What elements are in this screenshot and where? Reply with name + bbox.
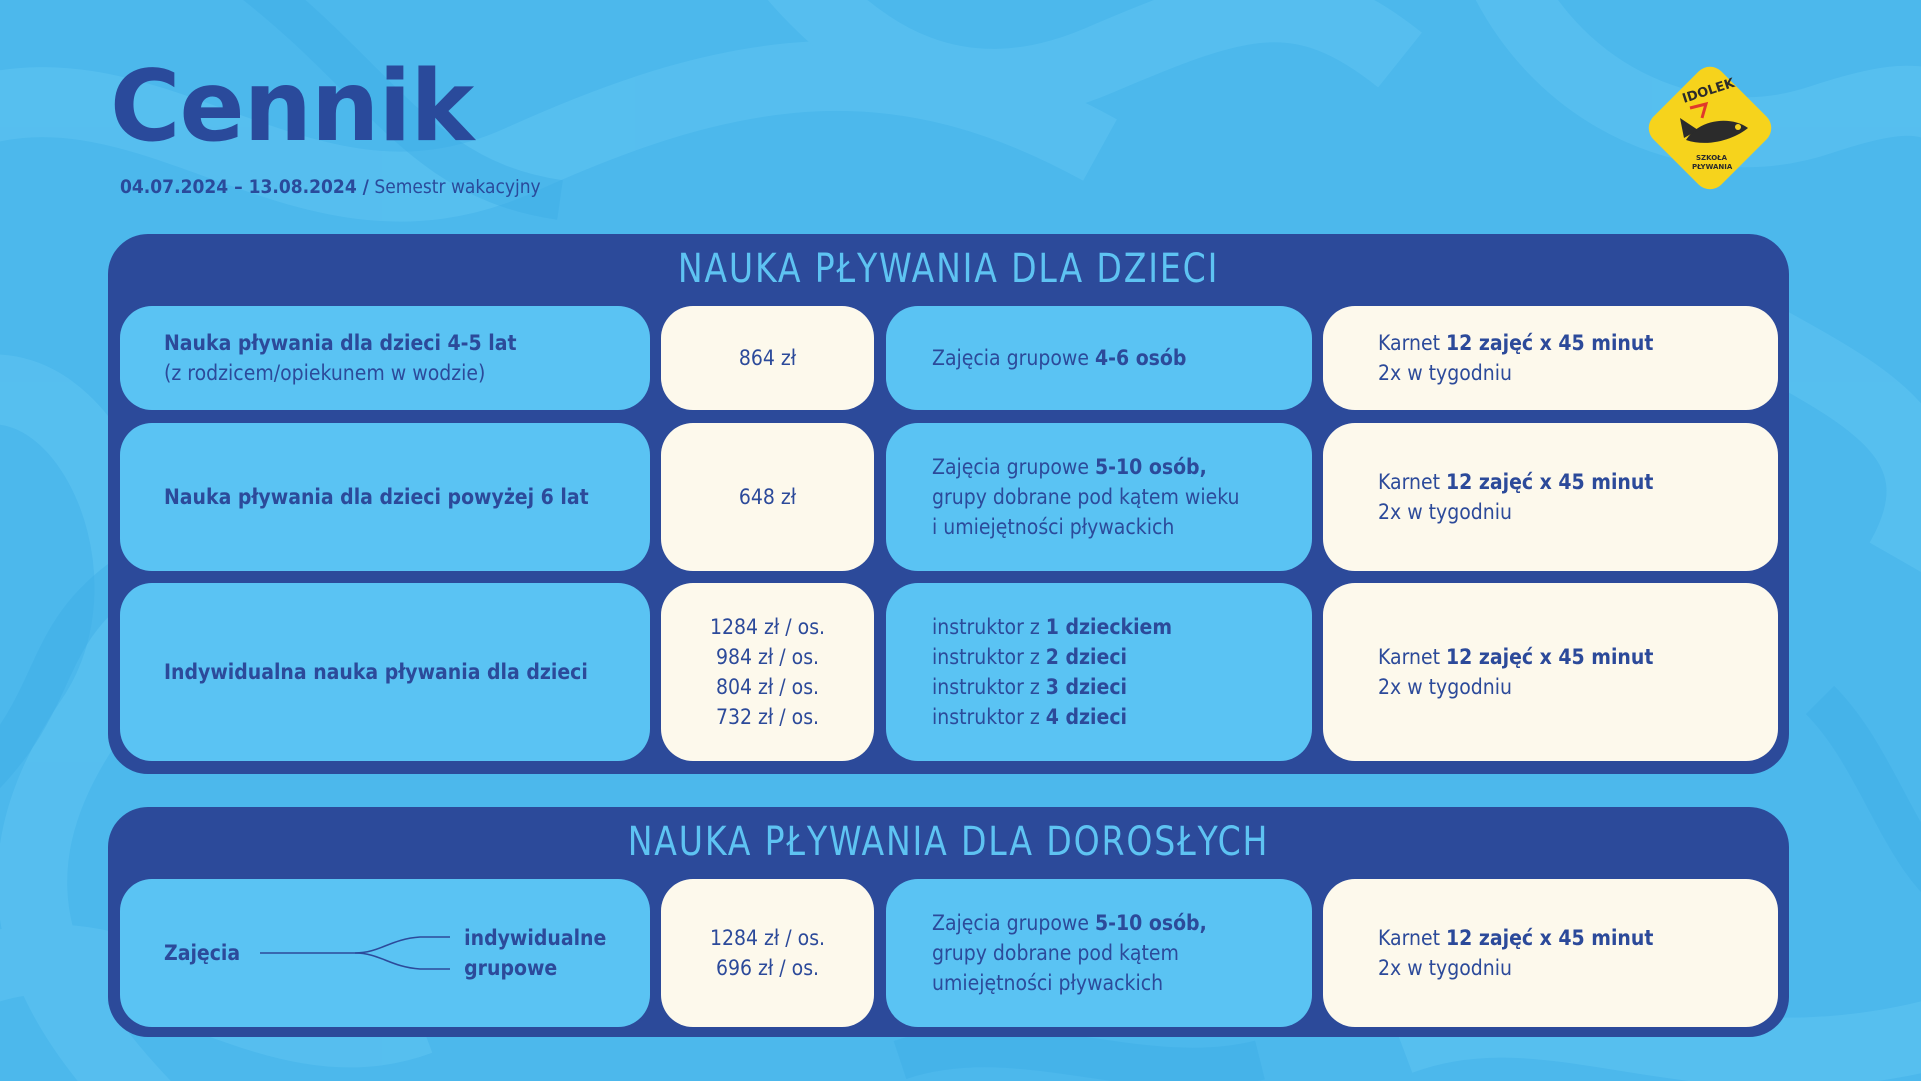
- kids-row1-group-cell: [886, 306, 1312, 410]
- karnet-details: 12 zajęć x 45 minut: [1446, 926, 1654, 950]
- class-types: [464, 923, 606, 983]
- group-description-line3: i umiejętności pływackich: [932, 515, 1175, 539]
- kids-row3-price-cell: [661, 583, 874, 761]
- instructor-4-children: 4 dzieci: [1045, 705, 1127, 729]
- kids-row2-name-cell: [120, 423, 650, 571]
- price-4-children: 732 zł / os.: [715, 705, 820, 729]
- price-2-children: 984 zł / os.: [715, 645, 820, 669]
- logo-subtitle-1: SZKOŁA: [1696, 154, 1728, 162]
- group-text: Zajęcia grupowe: [932, 346, 1095, 370]
- group-description-line2: grupy dobrane pod kątem: [932, 941, 1179, 965]
- kids-row2-price-cell: [661, 423, 874, 571]
- adults-name-cell: [120, 879, 650, 1027]
- kids-row1-price-cell: [661, 306, 874, 410]
- karnet-label: Karnet: [1378, 331, 1446, 355]
- karnet-label: Karnet: [1378, 926, 1446, 950]
- kids-row3-name-cell: [120, 583, 650, 761]
- instructor-label: instruktor z: [932, 645, 1046, 669]
- page-title: Cennik: [110, 50, 474, 164]
- adults-group-cell: [886, 879, 1312, 1027]
- instructor-2-children: 2 dzieci: [1045, 645, 1127, 669]
- kids-row1-name-cell: [120, 306, 650, 410]
- group-size: 5-10 osób,: [1094, 455, 1207, 479]
- karnet-frequency: 2x w tygodniu: [1378, 500, 1512, 524]
- kids-row3-instructor-cell: [886, 583, 1312, 761]
- kids-row2-group-cell: [886, 423, 1312, 571]
- date-range-dates: 04.07.2024 – 13.08.2024 /: [120, 176, 369, 198]
- adults-price-cell: [661, 879, 874, 1027]
- branch-connector: [260, 923, 450, 983]
- group-size: 5-10 osób,: [1094, 911, 1207, 935]
- kids-row2-price: 648 zł: [738, 485, 797, 509]
- karnet-label: Karnet: [1378, 645, 1446, 669]
- group-description-line3: umiejętności pływackich: [932, 971, 1164, 995]
- classes-branch: [164, 923, 650, 983]
- price-3-children: 804 zł / os.: [715, 675, 820, 699]
- adults-karnet-cell: [1323, 879, 1778, 1027]
- semester-label: Semestr wakacyjny: [374, 176, 541, 198]
- adults-pricing-panel: [108, 807, 1789, 1037]
- group-size: 4-6 osób: [1094, 346, 1187, 370]
- idolek-logo: [1640, 58, 1780, 198]
- karnet-details: 12 zajęć x 45 minut: [1446, 470, 1654, 494]
- classes-label: Zajęcia: [164, 941, 241, 965]
- price-1-child: 1284 zł / os.: [709, 615, 826, 639]
- kids-row3-name: Indywidualna nauka pływania dla dzieci: [164, 660, 588, 684]
- karnet-details: 12 zajęć x 45 minut: [1446, 331, 1654, 355]
- kids-row3-karnet-cell: [1323, 583, 1778, 761]
- karnet-frequency: 2x w tygodniu: [1378, 675, 1512, 699]
- instructor-label: instruktor z: [932, 615, 1046, 639]
- instructor-label: instruktor z: [932, 705, 1046, 729]
- instructor-3-children: 3 dzieci: [1045, 675, 1127, 699]
- date-range: [120, 176, 541, 198]
- karnet-frequency: 2x w tygodniu: [1378, 956, 1512, 980]
- kids-pricing-panel: [108, 234, 1789, 774]
- kids-row1-price: 864 zł: [738, 346, 797, 370]
- kids-row1-note: (z rodzicem/opiekunem w wodzie): [164, 361, 486, 385]
- karnet-details: 12 zajęć x 45 minut: [1446, 645, 1654, 669]
- group-text: Zajęcia grupowe: [932, 911, 1095, 935]
- price-individual: 1284 zł / os.: [709, 926, 826, 950]
- instructor-label: instruktor z: [932, 675, 1046, 699]
- logo-subtitle-2: PŁYWANIA: [1692, 163, 1733, 171]
- karnet-frequency: 2x w tygodniu: [1378, 361, 1512, 385]
- price-group: 696 zł / os.: [715, 956, 820, 980]
- class-type-individual: indywidualne: [464, 926, 607, 950]
- kids-row2-karnet-cell: [1323, 423, 1778, 571]
- adults-panel-title: NAUKA PŁYWANIA DLA DOROSŁYCH: [627, 819, 1270, 865]
- kids-panel-title: NAUKA PŁYWANIA DLA DZIECI: [677, 246, 1220, 292]
- kids-row1-karnet-cell: [1323, 306, 1778, 410]
- kids-row1-name: Nauka pływania dla dzieci 4-5 lat: [164, 331, 517, 355]
- class-type-group: grupowe: [464, 956, 558, 980]
- group-description-line2: grupy dobrane pod kątem wieku: [932, 485, 1240, 509]
- kids-row2-name: Nauka pływania dla dzieci powyżej 6 lat: [164, 485, 589, 509]
- group-text: Zajęcia grupowe: [932, 455, 1095, 479]
- instructor-1-child: 1 dzieckiem: [1045, 615, 1173, 639]
- logo-name: IDOLEK: [1680, 75, 1737, 107]
- karnet-label: Karnet: [1378, 470, 1446, 494]
